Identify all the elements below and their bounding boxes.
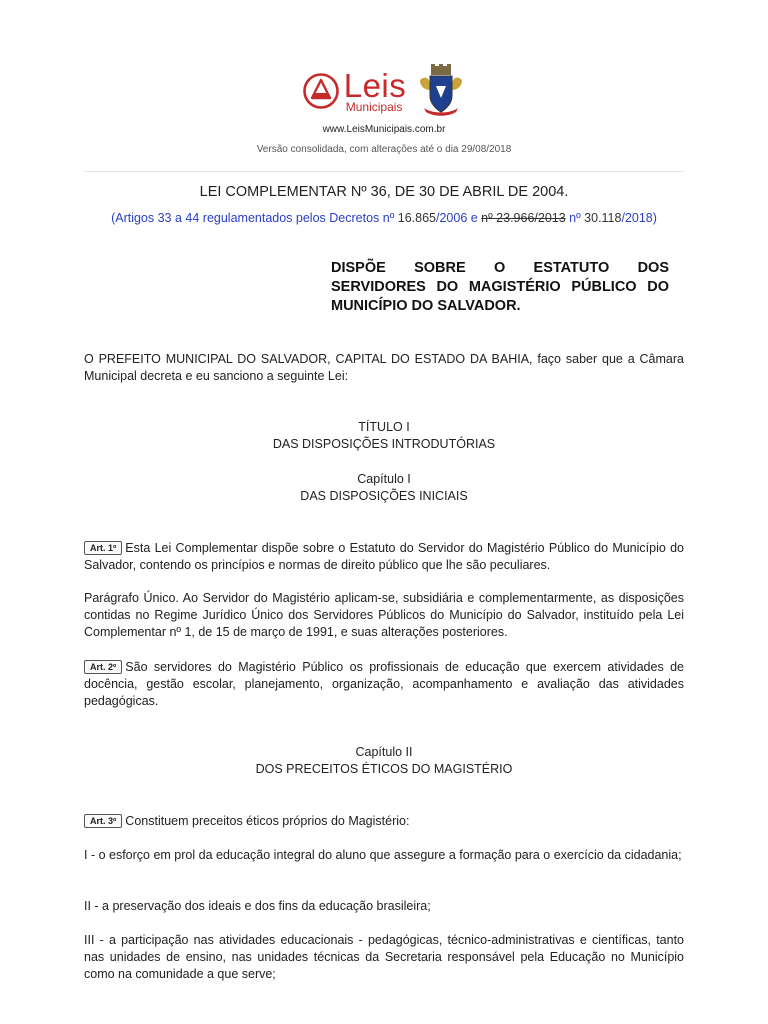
preamble-text: O PREFEITO MUNICIPAL DO SALVADOR, CAPITAL DO ESTADO DA BAHIA, faço saber que a Câmara Municipal decreta e eu sanciono a seguinte Lei: (84, 352, 684, 383)
article-1 (84, 540, 684, 574)
capitulo-1-label: Capítulo I (357, 472, 411, 486)
inciso-3-text: III - a participação nas atividades educacionais - pedagógicas, técnico-administrativas e científicas, tanto nas unidades de ensino, nas unidades técnicas da Secretaria responsável pela Educação no Município como na comunidade a que serve; (84, 933, 684, 981)
law-title: LEI COMPLEMENTAR Nº 36, DE 30 DE ABRIL DE 2004. (199, 184, 569, 200)
regulation-note-prefix: (Artigos 33 a 44 regulamentados pelos Decretos nº (111, 211, 395, 225)
titulo-name: DAS DISPOSIÇÕES INTRODUTÓRIAS (272, 437, 496, 451)
article-3-badge[interactable]: Art. 3º (84, 814, 122, 828)
capitulo-1-heading (84, 471, 684, 505)
article-3 (84, 813, 684, 830)
version-note: Versão consolidada, com alterações até o dia 29/08/2018 (256, 144, 512, 155)
article-2-badge[interactable]: Art. 2º (84, 660, 122, 674)
brand-name: Leis (343, 67, 407, 104)
brand-subtitle: Municipais (345, 100, 403, 114)
decree-year-1-link[interactable]: /2006 e (435, 211, 482, 225)
inciso-3 (84, 932, 684, 983)
revoked-decree: nº 23.966/2013 (481, 211, 566, 225)
logo-row (0, 60, 768, 122)
law-ementa: DISPÕE SOBRE O ESTATUTO DOS SERVIDORES DO MAGISTÉRIO PÚBLICO DO MUNICÍPIO DO SALVADOR. (331, 260, 669, 314)
titulo-heading (84, 419, 684, 453)
decree-year-2-link[interactable]: /2018) (621, 211, 657, 225)
article-1-text: Esta Lei Complementar dispõe sobre o Estatuto do Servidor do Magistério Público do Município do Salvador, contendo os princípios e normas de direito público que lhe são peculiares. (84, 541, 684, 572)
preamble (84, 351, 684, 385)
salvador-coat-of-arms-icon (416, 64, 466, 118)
regulation-note-mid: nº (565, 211, 581, 225)
paragrafo-unico-text: Parágrafo Único. Ao Servidor do Magistério aplicam-se, subsidiária e complementarmente, as disposições contidas no Regime Jurídico Único dos Servidores Públicos do Município do Salvador, instituído pela Lei Complementar nº 1, de 15 de março de 1991, e suas alterações posteriores. (84, 591, 684, 639)
inciso-2-text: II - a preservação dos ideais e dos fins da educação brasileira; (84, 899, 431, 913)
document-header (0, 60, 768, 155)
header-divider (84, 171, 684, 172)
inciso-1-text: I - o esforço em prol da educação integral do aluno que assegure a formação para o exercício da cidadania; (84, 848, 682, 862)
capitulo-2-heading (84, 744, 684, 778)
triangle-circle-logo-icon (302, 72, 340, 110)
article-2 (84, 659, 684, 710)
capitulo-2-name: DOS PRECEITOS ÉTICOS DO MAGISTÉRIO (255, 762, 513, 776)
titulo-label: TÍTULO I (358, 420, 410, 434)
inciso-1 (84, 847, 684, 864)
leis-municipais-logo (302, 69, 407, 113)
article-3-text: Constituem preceitos éticos próprios do Magistério: (125, 814, 410, 828)
article-2-text: São servidores do Magistério Público os profissionais de educação que exercem atividades de docência, gestão escolar, planejamento, organização, acompanhamento e avaliação das atividades pedagógicas. (84, 660, 684, 708)
decree-number-1: 16.865 (394, 211, 436, 225)
inciso-2 (84, 898, 684, 915)
capitulo-2-label: Capítulo II (355, 745, 413, 759)
paragrafo-unico (84, 590, 684, 641)
article-1-badge[interactable]: Art. 1º (84, 541, 122, 555)
decree-number-2: 30.118 (580, 211, 622, 225)
capitulo-1-name: DAS DISPOSIÇÕES INICIAIS (300, 489, 468, 503)
regulation-note (0, 211, 768, 225)
site-url: www.LeisMunicipais.com.br (322, 124, 446, 135)
